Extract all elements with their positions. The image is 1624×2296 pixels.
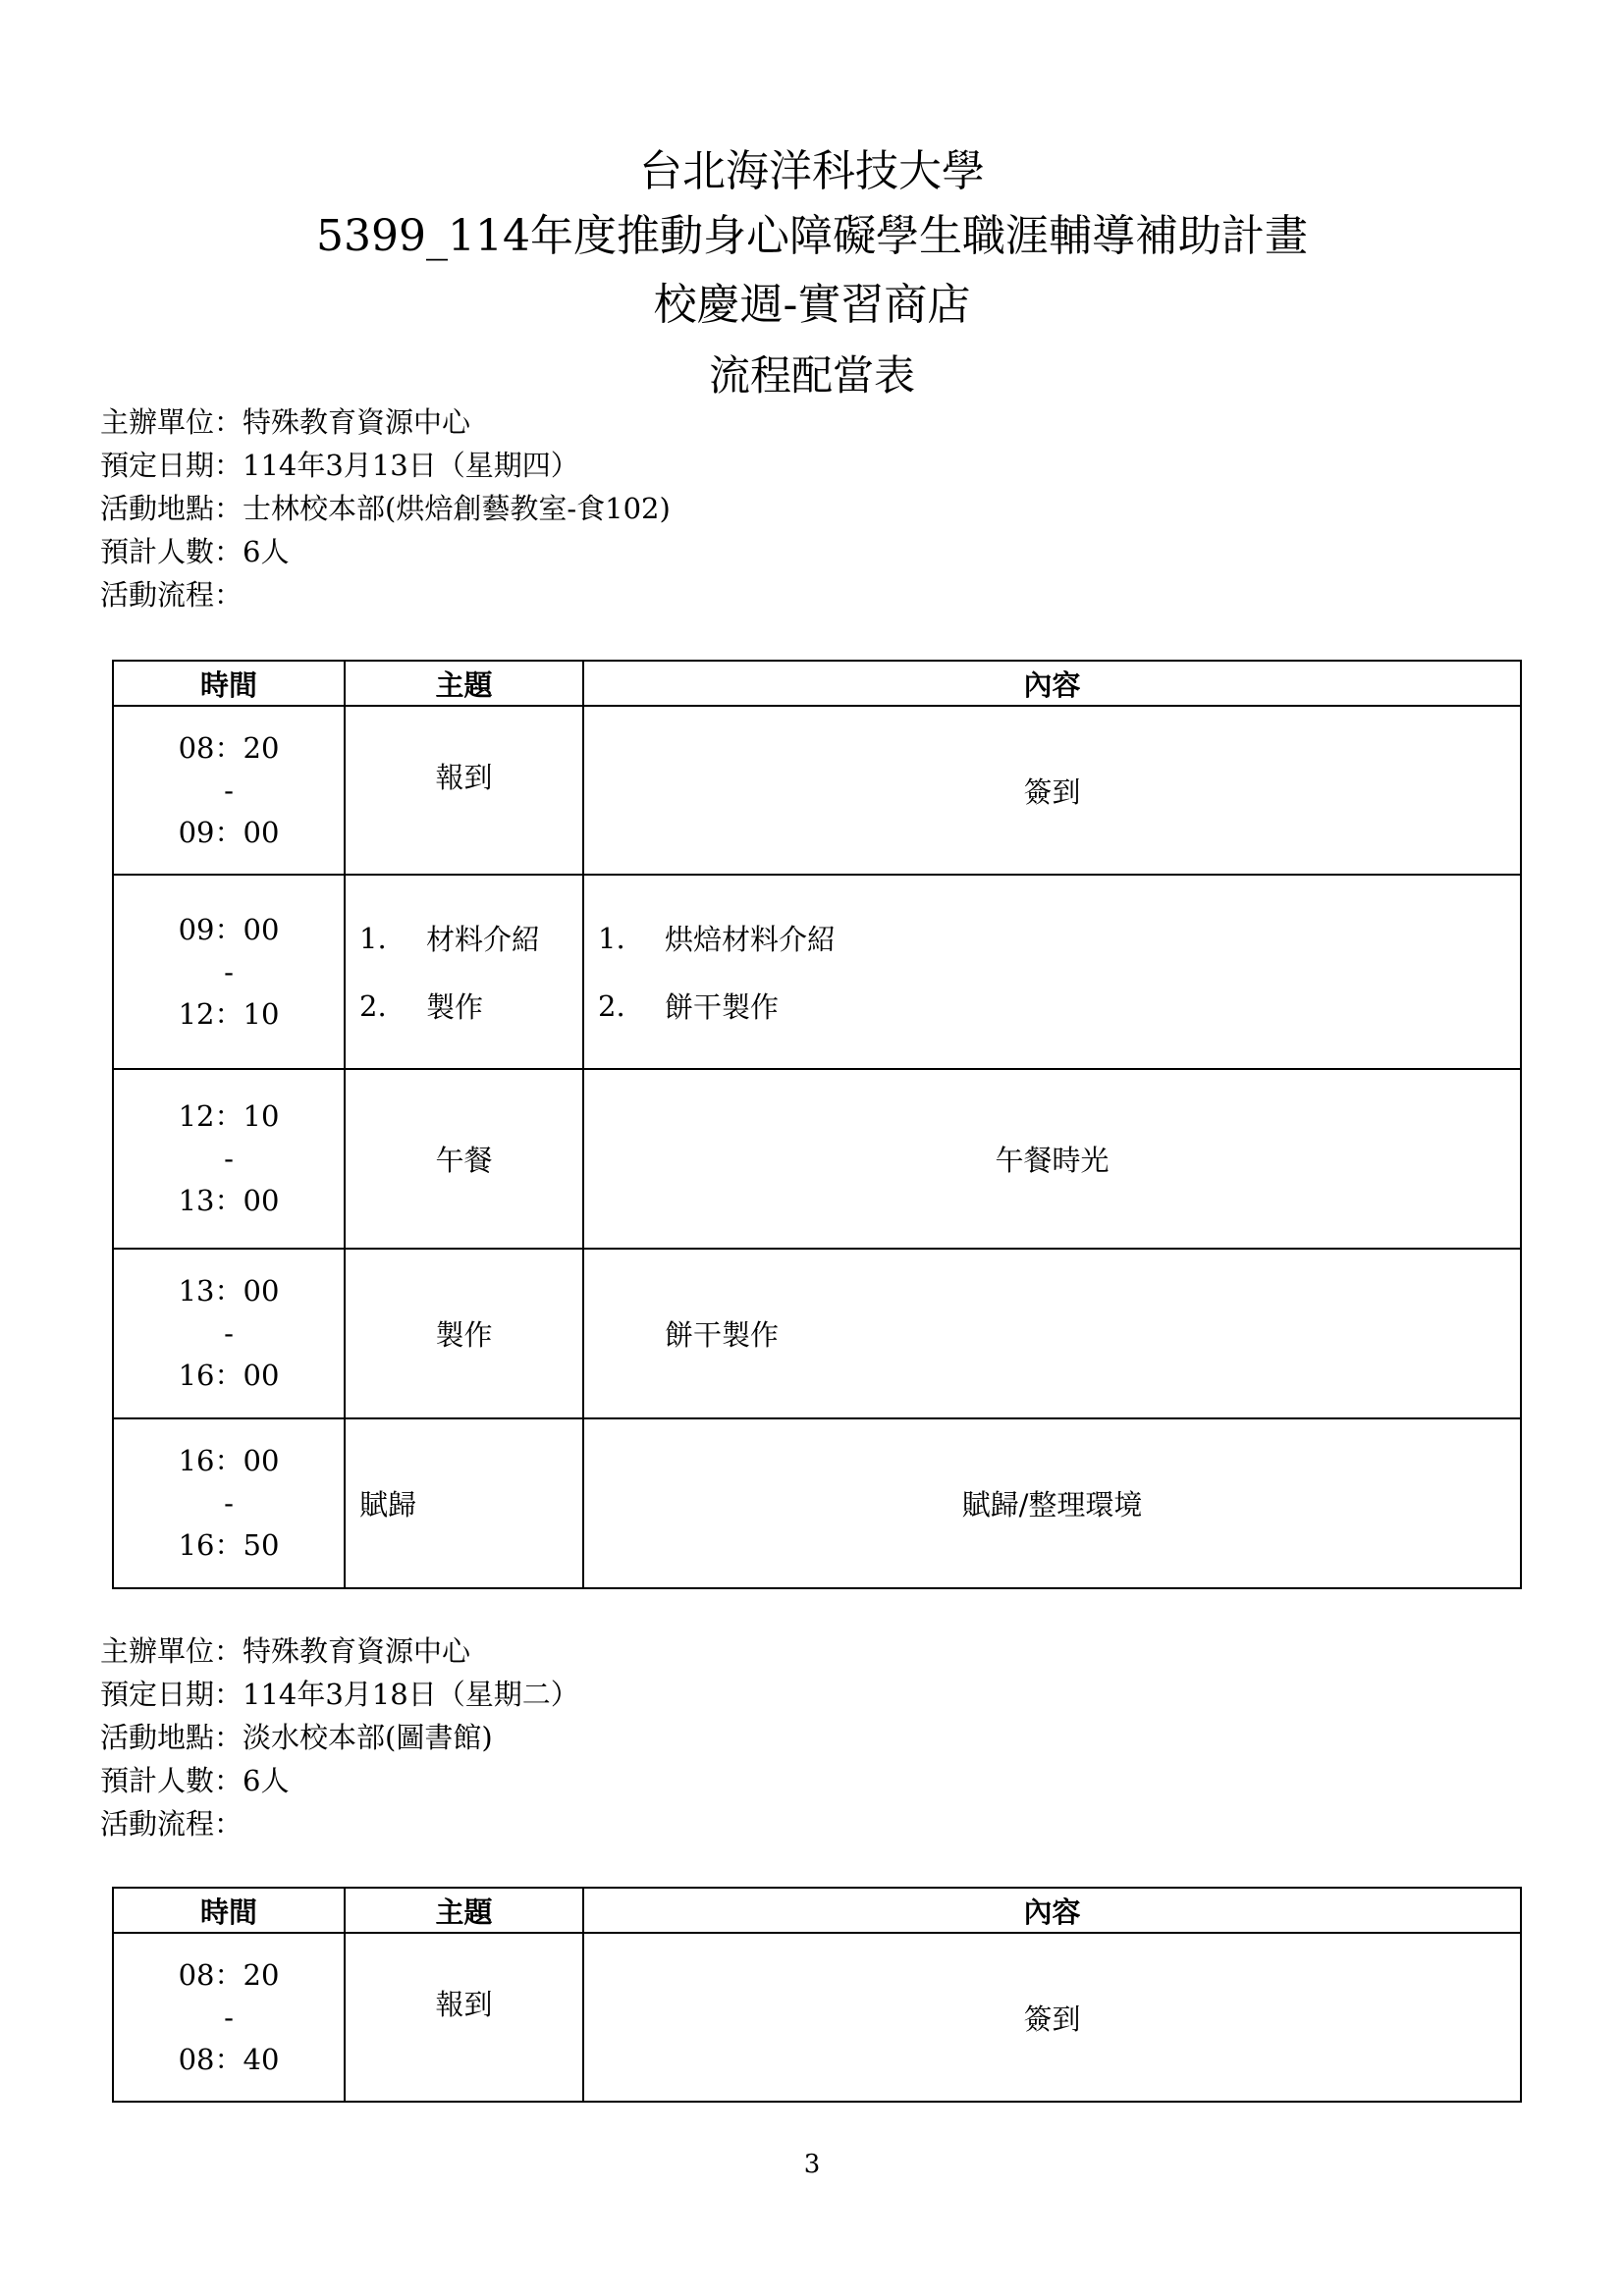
participants: 預計人數：6人 bbox=[100, 1764, 290, 1797]
time-cell bbox=[113, 1933, 345, 2102]
table-row bbox=[113, 706, 1521, 875]
content-cell: 午餐時光 bbox=[583, 1069, 1521, 1249]
column-header-topic: 主題 bbox=[345, 1888, 583, 1933]
flow-label: 活動流程： bbox=[100, 578, 244, 612]
end-time: 16：50 bbox=[178, 1528, 280, 1562]
event-title: 校慶週-實習商店 bbox=[653, 280, 971, 330]
table-row bbox=[113, 875, 1521, 1069]
participants: 預計人數：6人 bbox=[100, 535, 290, 568]
topic-cell: 製作 bbox=[345, 1249, 583, 1418]
time-separator: - bbox=[224, 1316, 234, 1350]
column-header-topic: 主題 bbox=[345, 661, 583, 706]
schedule-table-2 bbox=[112, 1887, 1522, 2103]
table-header-row bbox=[113, 661, 1521, 706]
time-separator: - bbox=[224, 773, 234, 807]
section-1-info bbox=[100, 400, 671, 616]
topic-cell bbox=[345, 875, 583, 1069]
time-cell bbox=[113, 875, 345, 1069]
schedule-table-1 bbox=[112, 660, 1522, 1589]
item-text: 烘焙材料介紹 bbox=[665, 923, 837, 956]
flow-label: 活動流程： bbox=[100, 1807, 244, 1841]
table-row bbox=[113, 1249, 1521, 1418]
time-cell bbox=[113, 706, 345, 875]
content-cell: 賦歸/整理環境 bbox=[583, 1418, 1521, 1588]
list-item bbox=[346, 904, 582, 972]
column-header-content: 內容 bbox=[583, 1888, 1521, 1933]
section-2-info bbox=[100, 1629, 579, 1845]
end-time: 08：40 bbox=[178, 2042, 280, 2076]
table-row bbox=[113, 1069, 1521, 1249]
time-cell bbox=[113, 1418, 345, 1588]
topic-cell: 報到 bbox=[345, 706, 583, 875]
topic-cell: 報到 bbox=[345, 1933, 583, 2102]
list-item bbox=[584, 972, 1520, 1040]
location: 活動地點：士林校本部(烘焙創藝教室-食102) bbox=[100, 492, 671, 525]
item-text: 材料介紹 bbox=[426, 923, 541, 956]
location: 活動地點：淡水校本部(圖書館) bbox=[100, 1721, 493, 1754]
topic-cell: 午餐 bbox=[345, 1069, 583, 1249]
time-cell bbox=[113, 1249, 345, 1418]
time-separator: - bbox=[224, 1142, 234, 1175]
page-number: 3 bbox=[803, 2150, 821, 2179]
content-cell: 餅干製作 bbox=[583, 1249, 1521, 1418]
item-number: 1. bbox=[359, 921, 387, 955]
column-header-time: 時間 bbox=[113, 661, 345, 706]
item-number: 2. bbox=[598, 988, 625, 1023]
content-cell: 簽到 bbox=[583, 1933, 1521, 2102]
organizer: 主辦單位：特殊教育資源中心 bbox=[100, 405, 471, 439]
content-cell: 簽到 bbox=[583, 706, 1521, 875]
item-text: 餅干製作 bbox=[665, 990, 780, 1024]
table-row bbox=[113, 1418, 1521, 1588]
university-name: 台北海洋科技大學 bbox=[639, 146, 985, 196]
end-time: 16：00 bbox=[178, 1359, 280, 1392]
schedule-title: 流程配當表 bbox=[708, 351, 915, 400]
time-separator: - bbox=[224, 954, 234, 988]
time-separator: - bbox=[224, 1486, 234, 1520]
column-header-time: 時間 bbox=[113, 1888, 345, 1933]
table-row bbox=[113, 1933, 1521, 2102]
list-item bbox=[346, 972, 582, 1040]
end-time: 12：10 bbox=[178, 996, 280, 1031]
start-time: 13：00 bbox=[178, 1274, 280, 1308]
time-cell bbox=[113, 1069, 345, 1249]
item-text: 製作 bbox=[426, 990, 484, 1024]
start-time: 08：20 bbox=[178, 730, 280, 765]
content-cell bbox=[583, 875, 1521, 1069]
table-header-row bbox=[113, 1888, 1521, 1933]
time-separator: - bbox=[224, 2000, 234, 2034]
scheduled-date: 預定日期：114年3月13日（星期四） bbox=[100, 449, 579, 482]
start-time: 09：00 bbox=[178, 912, 280, 946]
start-time: 08：20 bbox=[178, 1957, 280, 1992]
topic-cell: 賦歸 bbox=[345, 1418, 583, 1588]
start-time: 16：00 bbox=[178, 1444, 280, 1477]
item-number: 1. bbox=[598, 921, 625, 955]
item-number: 2. bbox=[359, 988, 387, 1023]
start-time: 12：10 bbox=[178, 1099, 280, 1133]
end-time: 13：00 bbox=[178, 1184, 280, 1217]
scheduled-date: 預定日期：114年3月18日（星期二） bbox=[100, 1678, 579, 1711]
list-item bbox=[584, 904, 1520, 972]
column-header-content: 內容 bbox=[583, 661, 1521, 706]
end-time: 09：00 bbox=[178, 815, 280, 849]
organizer: 主辦單位：特殊教育資源中心 bbox=[100, 1634, 471, 1668]
program-title: 5399_114年度推動身心障礙學生職涯輔導補助計畫 bbox=[316, 211, 1308, 261]
